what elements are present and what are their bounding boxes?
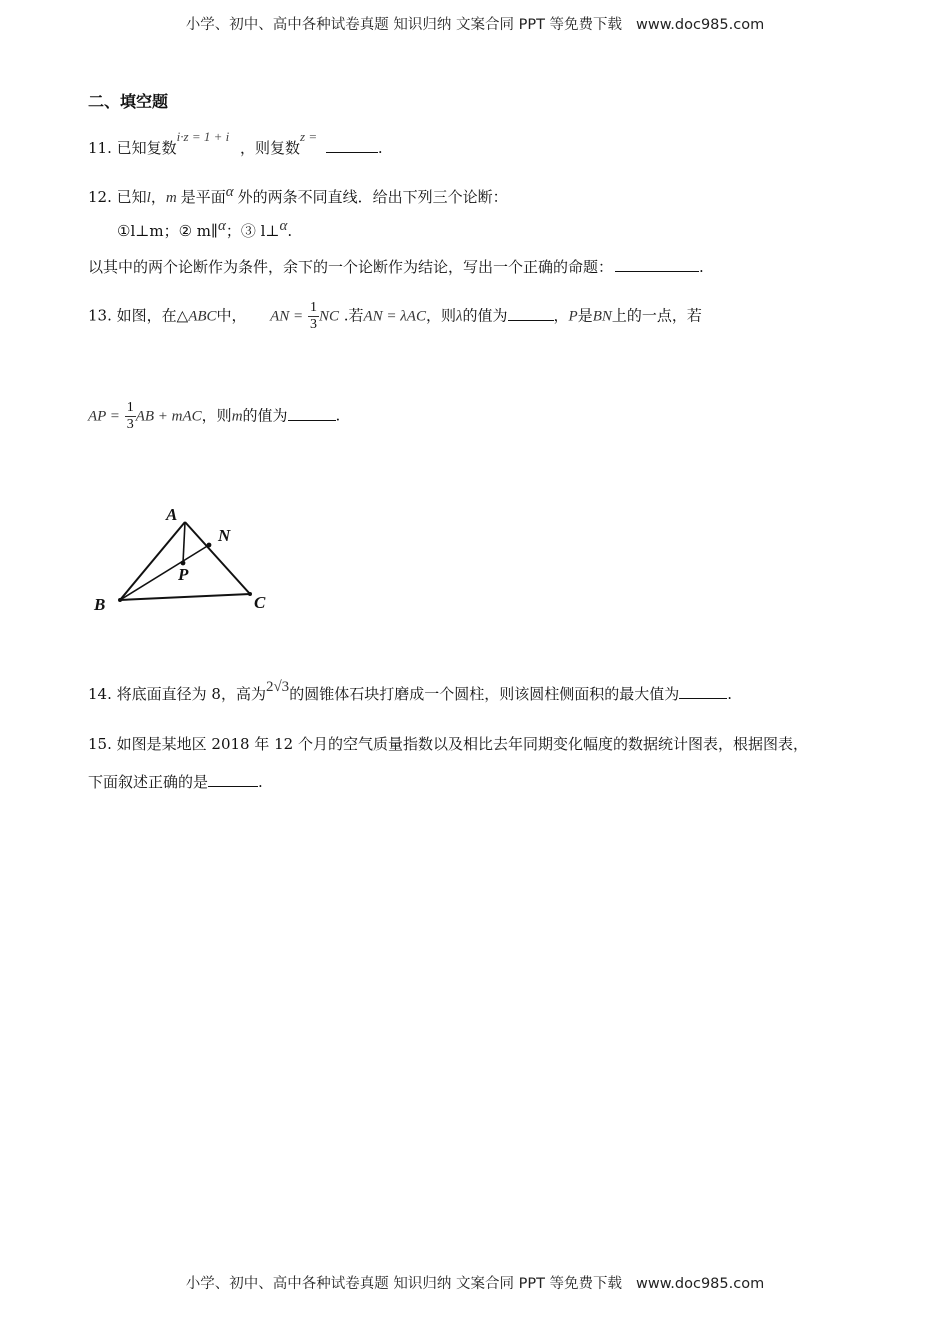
q15-answer-blank[interactable] [208, 774, 258, 787]
q13-text9: ，则 [201, 406, 232, 425]
q13-an: AN = [270, 308, 304, 325]
q12-claims-end: . [287, 222, 293, 240]
question-13 [88, 300, 702, 333]
q13-equation: AN = λAC [363, 308, 426, 325]
q14-radical: 2√3 [265, 679, 290, 695]
q14-text: 将底面直径为 8，高为 [116, 685, 266, 703]
q14-end: . [727, 685, 732, 703]
label-c: C [254, 593, 266, 612]
point-n [207, 543, 212, 548]
question-12 [88, 186, 508, 207]
segment-bn [120, 545, 209, 600]
q11-answer-blank[interactable] [326, 140, 378, 153]
q12-end: . [699, 258, 704, 276]
q11-number: 11. [88, 139, 112, 157]
q11-text: 已知复数 [116, 139, 177, 157]
q13-line2 [88, 400, 340, 433]
q12-m: m [165, 190, 177, 206]
q13-lambda: λ [456, 308, 463, 325]
footer-text: 小学、初中、高中各种试卷真题 知识归纳 文案合同 PPT 等免费下载 [185, 1276, 623, 1292]
q13-bn: BN [592, 308, 612, 325]
q15-text: 如图是某地区 2018 年 12 个月的空气质量指数以及相比去年同期变化幅度的数据统计图表，根据图表， [116, 735, 808, 753]
footer-site[interactable]: www.doc985.com [636, 1276, 765, 1292]
label-n: N [218, 526, 231, 545]
q13-text10: 的值为 [242, 406, 288, 425]
q12-text3: 外的两条不同直线．给出下列三个论断： [237, 188, 508, 206]
q13-sep: ， [553, 306, 569, 325]
q13-fraction-2: $\frac{1}{3}$ [126, 400, 134, 432]
q12-l: l [146, 190, 151, 206]
q13-text: 如图，在△ [116, 306, 189, 325]
edge-ab [120, 522, 185, 600]
page-header [0, 13, 950, 34]
section-title: 二、填空题 [88, 92, 169, 111]
q11-z: z = [300, 129, 318, 144]
q13-text3: .若 [343, 306, 364, 325]
q15-text2: 下面叙述正确的是 [88, 773, 209, 791]
q12-text: 已知 [116, 188, 147, 206]
q12-instruction: 以其中的两个论断作为条件，余下的一个论断作为结论，写出一个正确的命题： [88, 258, 614, 276]
q13-m: m [231, 408, 243, 425]
q11-equation: i·z = 1 + i [176, 129, 230, 144]
q15-end: . [258, 773, 263, 791]
triangle-figure [88, 500, 288, 620]
q13-answer-blank-1[interactable] [508, 308, 554, 321]
q12-alpha-2: α [217, 218, 226, 234]
segment-ap [183, 522, 185, 563]
label-p: P [178, 565, 189, 584]
q12-alpha-3: α [279, 218, 288, 234]
q13-end: . [335, 406, 341, 425]
q12-sep: ， [150, 188, 166, 206]
q13-ab: AB + mAC [135, 408, 202, 425]
q11-end: . [377, 139, 383, 157]
q14-answer-blank[interactable] [679, 686, 727, 699]
q13-text8: 上的一点，若 [611, 306, 702, 325]
q13-nc: NC [318, 308, 339, 325]
q13-abc: ABC [188, 308, 217, 325]
q13-text7: 是 [577, 306, 593, 325]
edge-bc [120, 594, 250, 600]
q13-number: 13. [88, 306, 112, 325]
q15-number: 15. [88, 735, 112, 753]
label-a: A [166, 505, 178, 524]
q13-text4: ，则 [425, 306, 456, 325]
question-14 [88, 679, 732, 704]
question-15 [88, 733, 808, 754]
q13-text2: 中， [216, 306, 247, 325]
point-c [248, 592, 252, 596]
q13-p: P [568, 308, 578, 325]
q15-line2 [88, 771, 263, 792]
q12-alpha: α [225, 184, 234, 200]
q14-number: 14. [88, 685, 112, 703]
q13-fraction: $\frac{1}{3}$ [309, 300, 317, 332]
q13-text5: 的值为 [462, 306, 508, 325]
header-text: 小学、初中、高中各种试卷真题 知识归纳 文案合同 PPT 等免费下载 [185, 17, 623, 33]
q12-number: 12. [88, 188, 112, 206]
question-11 [88, 129, 383, 158]
label-b: B [94, 595, 106, 614]
q13-ap: AP = [88, 408, 120, 425]
q12-claims [117, 220, 292, 241]
point-b [118, 598, 122, 602]
q14-text2: 的圆锥体石块打磨成一个圆柱，则该圆柱侧面积的最大值为 [289, 685, 680, 703]
page-footer [0, 1272, 950, 1293]
q12-answer-blank[interactable] [615, 259, 699, 272]
q12-text2: 是平面 [180, 188, 226, 206]
q11-text2: ，则复数 [240, 139, 301, 157]
q12-claim-1-2: ①l⊥m；② m∥ [117, 222, 218, 240]
header-site[interactable]: www.doc985.com [636, 17, 765, 33]
q13-answer-blank-2[interactable] [288, 408, 336, 421]
q12-line3 [88, 256, 704, 277]
q12-claim-3: ；③ l⊥ [225, 222, 280, 240]
